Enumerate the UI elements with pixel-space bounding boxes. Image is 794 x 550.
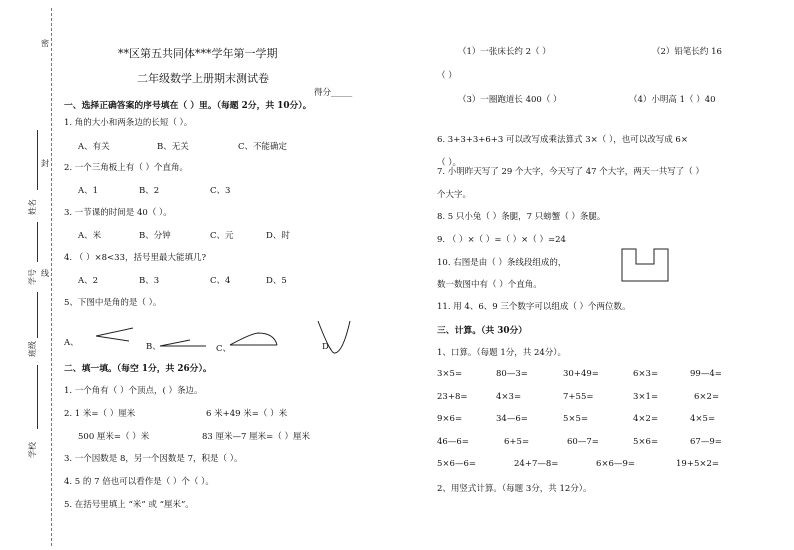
q2-option-c: C、3 xyxy=(210,186,231,196)
q10-line2: 数一数图中有（ ）个直角。 xyxy=(437,280,542,290)
q2-option-a: A、1 xyxy=(78,186,99,196)
calc-item: 3×5= xyxy=(437,369,463,379)
q3-option-d: D、时 xyxy=(266,231,290,241)
fill2-b: 6 米+49 米=（ ）米 xyxy=(206,409,288,419)
section3-title: 三、计算。（共 30分） xyxy=(437,326,528,336)
calc-item: 5×6—6= xyxy=(437,459,476,469)
q3-option-c: C、元 xyxy=(210,231,234,241)
q1-option-a: A、有关 xyxy=(78,142,110,152)
side-label-class: 班级 xyxy=(28,341,37,357)
calc-item: 19+5×2= xyxy=(676,459,719,469)
exam-title-line1: **区第五共同体***学年第一学期 xyxy=(118,47,278,60)
q2-option-b: B、2 xyxy=(139,186,160,196)
q1-option-b: B、无关 xyxy=(157,142,189,152)
fill1-text: 1. 一个角有（ ）个顶点，( ）条边。 xyxy=(64,386,203,396)
angle-label-b: B、 xyxy=(146,342,161,352)
angle-figure-c xyxy=(230,333,277,345)
calc-item: 3×1= xyxy=(633,392,659,402)
section2-title: 二、填一填。（每空 1分，共 26分）。 xyxy=(64,364,212,374)
q3-option-a: A、米 xyxy=(78,231,102,241)
q7-line1: 7. 小明昨天写了 29 个大字，今天写了 47 个大字，两天一共写了（ ） xyxy=(437,167,704,177)
section1-title: 一、选择正确答案的序号填在（ ）里。（每题 2分，共 10分）。 xyxy=(64,101,312,111)
angle-figure-a xyxy=(96,328,133,341)
q6-line2: （ ）。 xyxy=(437,158,461,168)
calc-item: 4×3= xyxy=(496,392,522,402)
unit-item-2: （2）铅笔长约 16 xyxy=(652,47,722,57)
score-field: 得分_____ xyxy=(314,88,353,98)
q2-text: 2. 一个三角板上有（ ）个直角。 xyxy=(64,163,189,173)
calc-item: 9×6= xyxy=(437,414,463,424)
calc-item: 6×6—9= xyxy=(596,459,635,469)
angle-figure-b xyxy=(160,340,206,346)
calc-item: 5×5= xyxy=(563,414,589,424)
q9-text: 9. （ ）×（ ）=（ ）×（ ）=24 xyxy=(437,235,566,245)
binding-char-xian: 线 xyxy=(41,269,49,278)
q11-text: 11. 用 4、6、9 三个数字可以组成（ ）个两位数。 xyxy=(437,302,631,312)
q4-option-b: B、3 xyxy=(139,276,160,286)
calc-item: 23+8= xyxy=(437,392,468,402)
exam-title-line2: 二年级数学上册期末测试卷 xyxy=(137,72,269,85)
calc-item: 80—3= xyxy=(496,369,528,379)
unit-item-4: （4）小明高 1（ ）40 xyxy=(629,95,716,105)
calc-item: 6×2= xyxy=(694,392,720,402)
q4-text: 4. （ ）×8<33，括号里最大能填几? xyxy=(64,253,207,263)
q4-option-d: D、5 xyxy=(266,276,287,286)
calc-item: 60—7= xyxy=(567,437,599,447)
vertical-calc-title: 2、用竖式计算。（每题 3分，共 12分）。 xyxy=(437,484,592,494)
q10-line1: 10. 右图是由（ ）条线段组成的， xyxy=(437,258,567,268)
calc-item: 46—6= xyxy=(437,437,469,447)
angle-label-c: C、 xyxy=(216,344,232,354)
calc-item: 30+49= xyxy=(563,369,599,379)
calc-item: 4×5= xyxy=(690,414,716,424)
oral-calc-title: 1、口算。（每题 1分，共 24分）。 xyxy=(437,348,567,358)
q3-text: 3. 一节课的时间是 40（ ）。 xyxy=(64,208,172,218)
angle-figure-d xyxy=(318,321,350,353)
calc-item: 6+5= xyxy=(504,437,530,447)
fill2-a: 2. 1 米=（ ）厘米 xyxy=(64,409,136,419)
calc-item: 6×3= xyxy=(633,369,659,379)
unit-item-2-blank: （ ） xyxy=(437,71,457,81)
calc-item: 4×2= xyxy=(633,414,659,424)
unit-item-3: （3）一圈跑道长 400（ ） xyxy=(458,95,562,105)
calc-item: 24+7—8= xyxy=(514,459,559,469)
q8-text: 8. 5 只小兔（ ）条腿，7 只螃蟹（ ）条腿。 xyxy=(437,212,606,222)
q4-option-c: C、4 xyxy=(210,276,231,286)
calc-item: 67—9= xyxy=(690,437,722,447)
q10-figure xyxy=(620,247,670,283)
fill2-d: 83 厘米—7 厘米=（ ）厘米 xyxy=(202,432,310,442)
side-label-id: 学号 xyxy=(28,269,37,285)
q7-line2: 个大字。 xyxy=(437,190,472,200)
binding-char-mi: 密 xyxy=(41,39,49,48)
side-label-school: 学校 xyxy=(28,442,37,458)
angle-label-a: A、 xyxy=(64,338,79,348)
q6-line1: 6. 3+3+3+6+3 可以改写成乘法算式 3×（ ），也可以改写成 6× xyxy=(437,135,688,145)
q3-option-b: B、分钟 xyxy=(139,231,171,241)
fill3-text: 3. 一个因数是 8，另一个因数是 7，积是（ ）。 xyxy=(64,454,243,464)
calc-item: 34—6= xyxy=(496,414,528,424)
q1-text: 1. 角的大小和两条边的长短（ ）。 xyxy=(64,118,193,128)
fill4-text: 4. 5 的 7 倍也可以看作是（ ）个（ ）。 xyxy=(64,477,214,487)
fill5-text: 5. 在括号里填上 “米” 或 “厘米”。 xyxy=(64,500,194,510)
unit-item-1: （1）一张床长约 2（ ） xyxy=(458,47,551,57)
calc-item: 7+55= xyxy=(563,392,594,402)
q1-option-c: C、不能确定 xyxy=(238,142,288,152)
side-label-name: 姓名 xyxy=(28,199,37,215)
calc-item: 5×6= xyxy=(633,437,659,447)
fill2-c: 500 厘米=（ ）米 xyxy=(78,432,150,442)
binding-char-feng: 封 xyxy=(41,159,49,168)
q4-option-a: A、2 xyxy=(78,276,99,286)
angle-label-d: D、 xyxy=(322,342,338,352)
q5-text: 5、下图中是角的是（ ）。 xyxy=(64,298,162,308)
calc-item: 99—4= xyxy=(690,369,722,379)
